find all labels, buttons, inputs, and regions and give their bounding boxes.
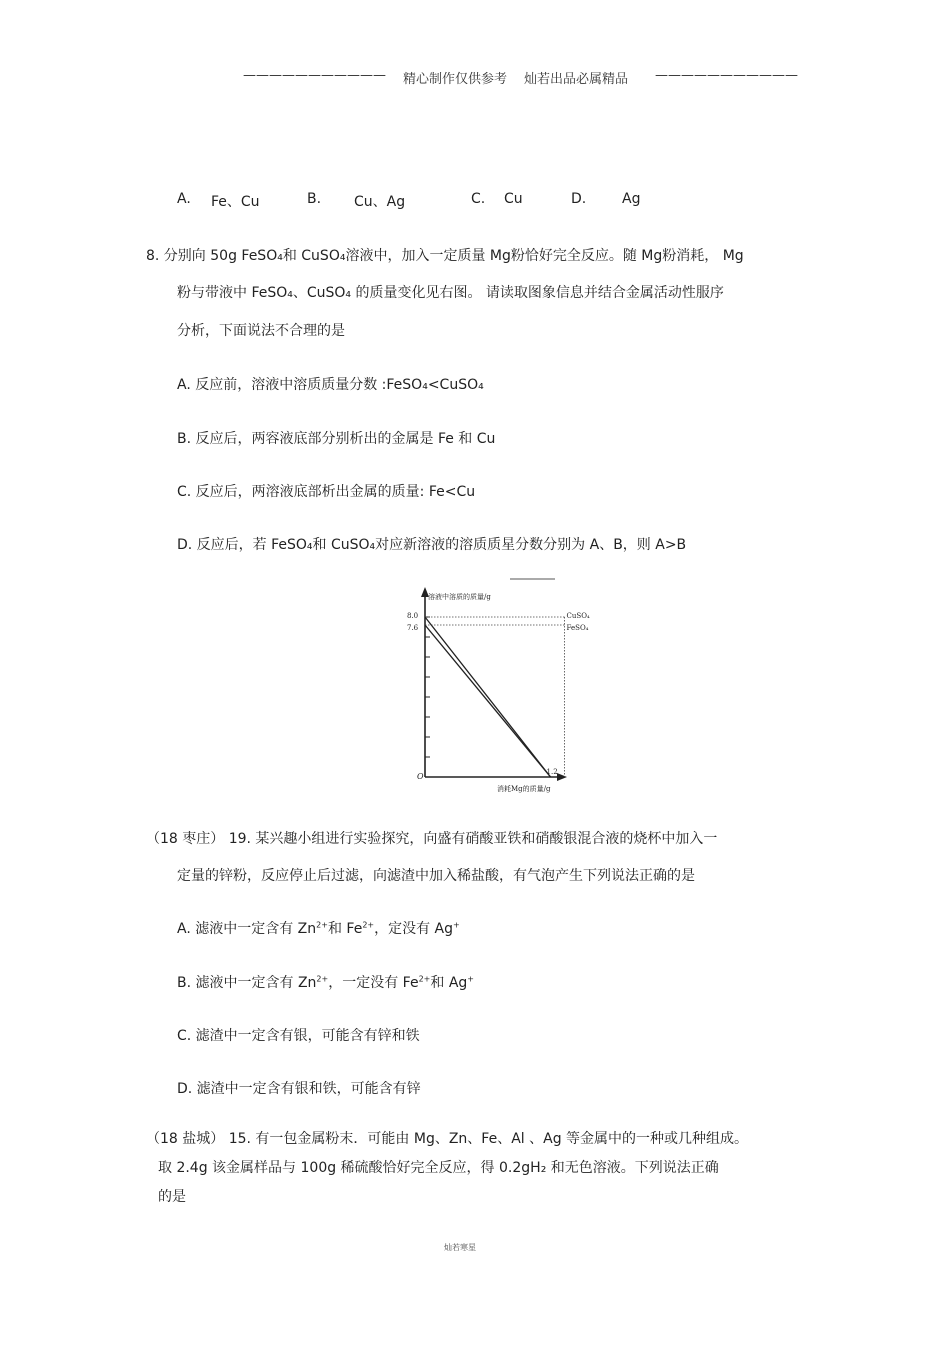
q19-a-pre: A. 滤液中一定含有 Zn — [177, 921, 317, 937]
q19-a-sup1: 2+ — [316, 920, 328, 930]
guide-lines — [425, 617, 565, 777]
q8-option-a: A. 反应前，溶液中溶质质量分数 :FeSO₄<CuSO₄ — [177, 377, 484, 393]
q8-stem-line1: 8. 分别向 50g FeSO₄和 CuSO₄溶液中，加入一定质量 Mg粉恰好完全反应。随 Mg粉消耗， Mg — [146, 248, 744, 264]
q19-a-sup3: + — [453, 920, 460, 930]
series-label: CuSO₄ — [566, 612, 590, 620]
q7-option-b-text: Cu、Ag — [354, 194, 406, 210]
page-footer: 灿若寒星 — [444, 1243, 476, 1252]
q7-option-a-text: Fe、Cu — [211, 194, 260, 210]
q8-option-c: C. 反应后，两溶液底部析出金属的质量: Fe<Cu — [177, 484, 476, 500]
chart-series — [425, 617, 551, 777]
header-dashes-right: ——————————— — [655, 68, 798, 83]
q19-a-mid1: 和 Fe — [327, 921, 363, 937]
q7-option-d-text: Ag — [622, 191, 641, 207]
q19-stem-line1: （18 枣庄） 19. 某兴趣小组进行实验探究，向盛有硝酸亚铁和硝酸银混合液的烧杯中加入一 — [146, 831, 718, 847]
y-tick-label: 7.6 — [407, 624, 419, 632]
q19-option-b — [177, 972, 474, 992]
chart-svg — [395, 577, 590, 797]
q8-option-d: D. 反应后，若 FeSO₄和 CuSO₄对应新溶液的溶质质星分数分别为 A、B，则 A>B — [177, 537, 687, 553]
series-line — [425, 625, 551, 777]
q8-stem-line3: 分析，下面说法不合理的是 — [177, 323, 345, 339]
series-line — [425, 617, 551, 777]
y-axis-label: 溶液中溶质的质量/g — [428, 593, 491, 601]
q19-b-mid2: 和 Ag — [430, 975, 468, 991]
mass-change-chart — [395, 577, 590, 797]
y-tick-label: 8.0 — [407, 612, 419, 620]
q19-b-pre: B. 滤液中一定含有 Zn — [177, 975, 317, 991]
q7-option-c-text: Cu — [504, 191, 523, 207]
q19-b-sup1: 2+ — [316, 974, 329, 984]
q8-option-b: B. 反应后，两容液底部分别析出的金属是 Fe 和 Cu — [177, 431, 496, 447]
q19-option-d: D. 滤渣中一定含有银和铁，可能含有锌 — [177, 1081, 421, 1097]
series-label: FeSO₄ — [566, 624, 589, 632]
q7-option-b-label: B. — [307, 191, 322, 207]
q15-stem-line1: （18 盐城） 15. 有一包金属粉末．可能由 Mg、Zn、Fe、Al 、Ag 等金属中的一种或几种组成。 — [146, 1131, 749, 1147]
q7-option-c-label: C. — [471, 191, 486, 207]
q7-option-d-label: D. — [571, 191, 587, 207]
x-tick-label: 1.2 — [546, 768, 558, 776]
q7-option-a-label: A. — [177, 191, 191, 207]
origin-label: O — [417, 772, 424, 781]
q19-a-mid2: ，定没有 Ag — [374, 921, 454, 937]
q19-b-sup3: + — [467, 974, 474, 984]
q19-a-sup2: 2+ — [362, 920, 375, 930]
q15-stem-line3: 的是 — [158, 1189, 186, 1205]
q15-stem-line2: 取 2.4g 该金属样品与 100g 稀硫酸恰好完全反应，得 0.2gH₂ 和无色溶液。下列说法正确 — [158, 1160, 719, 1176]
q8-stem-line2: 粉与带液中 FeSO₄、CuSO₄ 的质量变化见右图。 请读取图象信息并结合金属活动性服序 — [177, 285, 724, 301]
q19-b-mid1: ，一定没有 Fe — [328, 975, 419, 991]
x-axis-arrow — [557, 773, 567, 781]
q19-option-a — [177, 918, 460, 938]
x-axis-label: 消耗Mg的质量/g — [497, 785, 551, 793]
q19-stem-line2: 定量的锌粉，反应停止后过滤，向滤渣中加入稀盐酸，有气泡产生下列说法正确的是 — [177, 868, 695, 884]
header-dashes-left: ——————————— — [243, 68, 386, 83]
header-text-1: 精心制作仅供参考 — [403, 72, 508, 87]
header-text-2: 灿若出品必属精品 — [524, 72, 629, 87]
q19-option-c: C. 滤渣中一定含有银，可能含有锌和铁 — [177, 1028, 420, 1044]
q19-b-sup2: 2+ — [418, 974, 431, 984]
